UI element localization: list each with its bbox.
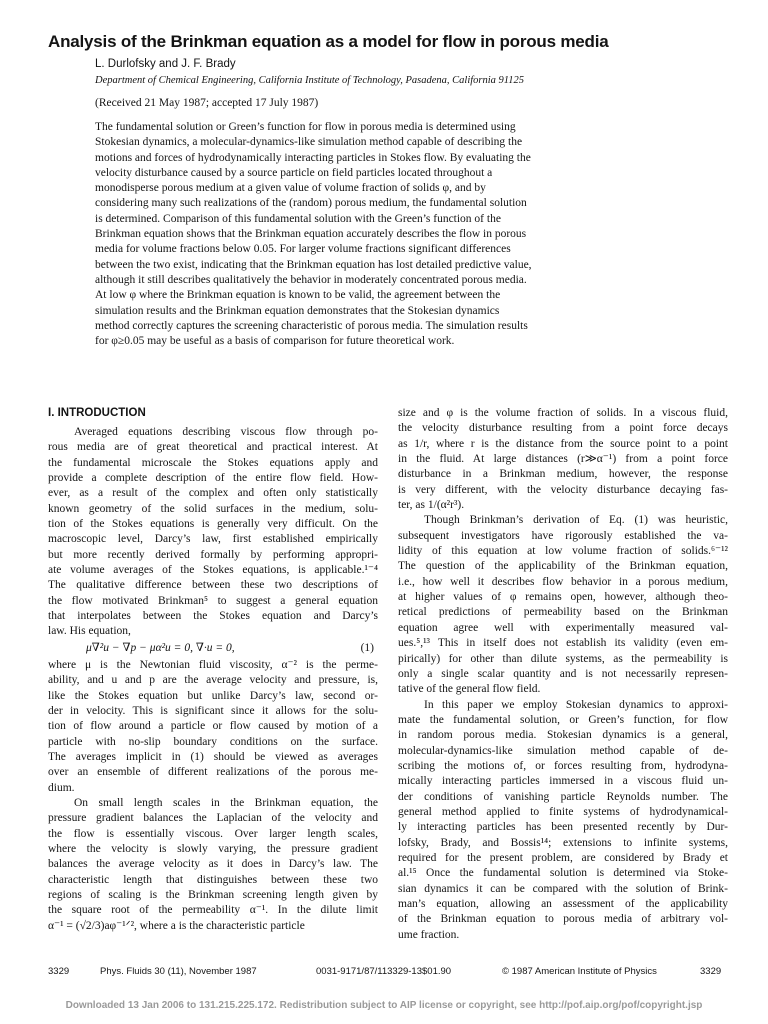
text-line: man’s equation, allowing an assessment of the applicability	[398, 898, 728, 910]
text-line: over an ensemble of different realizations of the porous me-	[48, 766, 378, 779]
text-line: the velocity disturbance resulting from a point force decays	[398, 422, 728, 435]
text-line: but more recently derived formally by performing appropri-	[48, 548, 378, 561]
text-line: motions and forces of hydrodynamically interacting particles in Stokes flow. By evaluating the	[95, 151, 531, 164]
page-footer	[0, 966, 768, 982]
text-line: general method applied to finite systems of hydrodynamical-	[398, 805, 728, 818]
text-line: is determined. Comparison of this fundamental solution with the Green’s function of the	[95, 212, 501, 225]
text-line: ues.⁵,¹³ This in itself does not establish its validity (even em-	[398, 637, 728, 650]
text-line: in random porous media. Stokesian dynamics is a general,	[398, 729, 728, 742]
text-line: media for volume fractions below 0.05. For larger volume fractions significant differences	[95, 243, 511, 256]
text-line: ever, as a result of the complex and often only statistically	[48, 487, 378, 500]
text-line: at higher values of φ remains open, however, although theo-	[398, 591, 728, 604]
text-line: Stokesian dynamics, a molecular-dynamics-like simulation method capable of describing the	[95, 136, 523, 149]
page-number-left: 3329	[48, 966, 70, 977]
paper-title: Analysis of the Brinkman equation as a model for flow in porous media	[48, 32, 609, 51]
text-line: sian dynamics it can be compared with the solution of Brink-	[398, 882, 728, 895]
text-line: method correctly captures the screening characteristic of porous media. The simulation results	[95, 319, 528, 332]
text-line: the fundamental microscale the Stokes equations apply and	[48, 456, 378, 469]
text-line: velocity disturbance caused by a source particle on field particles located throughout a	[95, 166, 493, 179]
affiliation: Department of Chemical Engineering, California Institute of Technology, Pasadena, California 91125	[95, 75, 525, 86]
text-line: of the Brinkman equation to porous media of arbitrary vol-	[398, 913, 728, 926]
text-line: as 1/r, where r is the distance from the source point to a point	[398, 437, 728, 450]
text-line: pirically) for other than dilute systems, as the permeability is	[398, 652, 728, 665]
text-line: disturbance in a Brinkman medium, however, the response	[398, 468, 728, 481]
section-heading: I. INTRODUCTION	[48, 407, 146, 419]
text-line: i.e., how well it describes flow behavior in a porous medium,	[398, 575, 728, 588]
text-line: the flow is essentially viscous. Over larger length scales,	[48, 827, 378, 840]
text-line: der in velocity. This is significant since it allows for the solu-	[48, 704, 378, 717]
text-line: molecular-dynamics-like simulation method capable of de-	[398, 744, 728, 757]
text-line: pressure gradient balances the Laplacian of the velocity and	[48, 812, 378, 825]
text-line: for φ≥0.05 may be useful as a basis of comparison for future theoretical work.	[95, 335, 455, 348]
text-line: that interpolates between the Stokes equation and Darcy’s	[48, 610, 378, 623]
equation-text: μ∇²u − ∇p − μα²u = 0, ∇·u = 0,	[86, 641, 235, 654]
text-line: ume fraction.	[398, 928, 460, 941]
text-line: Brinkman equation shows that the Brinkman equation accurately describes the flow in porous	[95, 228, 527, 241]
authors: L. Durlofsky and J. F. Brady	[95, 58, 236, 70]
text-line: In this paper we employ Stokesian dynamics to approxi-	[424, 698, 728, 711]
text-line: monodisperse porous medium at a given value of volume fraction of solids φ, and by	[95, 182, 486, 195]
text-line: The averages implicit in (1) should be viewed as averages	[48, 750, 378, 763]
text-line: balances the average velocity as it does in Darcy’s law. The	[48, 858, 378, 871]
text-line: provide a complete description of the entire flow field. How-	[48, 472, 378, 485]
text-line: known geometry of the solid surfaces in the medium, solu-	[48, 502, 378, 515]
text-line: der conditions of vanishing particle Reynolds number. The	[398, 790, 728, 803]
text-line: mate the fundamental solution, or Green’s function, for flow	[398, 713, 728, 726]
text-line: ly interacting particles has been presented recently by Dur-	[398, 821, 728, 834]
intro-paragraph-3	[48, 796, 378, 934]
text-line: The fundamental solution or Green’s function for flow in porous media is determined using	[95, 121, 516, 133]
text-line: in the fluid. At large distances (r≫α⁻¹) from a point force	[398, 453, 728, 466]
intro-paragraph-5	[398, 513, 728, 697]
text-line: characteristic length that distinguishes between these two	[48, 873, 378, 886]
intro-paragraph-4	[398, 406, 728, 513]
text-line: At low φ where the Brinkman equation is known to be valid, the agreement between the	[95, 289, 501, 302]
text-line: required for the present problem, are considered by Brady et	[398, 851, 728, 864]
text-line: like the Stokes equation but unlike Darcy’s law, second or-	[48, 689, 378, 702]
text-line: tative of the general flow field.	[398, 683, 541, 696]
text-line: lidity of this equation at low volume fraction of solids.⁶⁻¹²	[398, 545, 728, 558]
intro-paragraph-6	[398, 698, 728, 944]
text-line: Though Brinkman’s derivation of Eq. (1) was heuristic,	[424, 514, 728, 527]
text-line: ate volume averages of the Stokes equations, is applicable.¹⁻⁴	[48, 564, 378, 577]
article-code: 0031-9171/87/113329-13$01.90	[316, 966, 452, 977]
equation-number: (1)	[360, 641, 374, 654]
text-line: macroscopic level, Darcy’s law, first established empirically	[48, 533, 378, 546]
text-line: ability, and u and p are the average velocity and pressure, is,	[48, 674, 378, 687]
text-line: although it still describes qualitatively the behavior in moderately concentrated porous media.	[95, 273, 527, 286]
text-line: The qualitative difference between these two descriptions of	[48, 579, 378, 592]
received-dates: (Received 21 May 1987; accepted 17 July 1987)	[95, 97, 319, 109]
page-number-right: 3329	[700, 966, 722, 977]
abstract	[95, 120, 623, 349]
text-line: considering many such realizations of the (random) porous medium, the fundamental solution	[95, 197, 527, 210]
download-notice: Downloaded 13 Jan 2006 to 131.215.225.172. Redistribution subject to AIP license or copyright, see http://pof.aip.org/pof/copyright.jsp	[65, 1000, 703, 1011]
text-line: the flow motivated Brinkman⁵ to suggest a general equation	[48, 594, 378, 607]
text-line: between the two exist, indicating that the Brinkman equation has lost detailed predictive value,	[95, 258, 532, 271]
text-line: the square root of the permeability α⁻¹. In the dilute limit	[48, 904, 378, 917]
text-line: is very different, with the velocity disturbance decaying fas-	[398, 483, 728, 496]
intro-paragraph-1	[48, 425, 378, 640]
text-line: retical predictions of permeability based on the Brinkman	[398, 606, 728, 619]
text-line: size and φ is the volume fraction of solids. In a viscous fluid,	[398, 407, 728, 419]
text-line: The question of the applicability of the Brinkman equation,	[398, 560, 728, 573]
text-line: only a single scalar quantity and is not necessarily represen-	[398, 667, 728, 680]
text-line: equation agree well with experimentally measured val-	[398, 621, 728, 634]
text-line: scribing the motions of, or forces resulting from, hydrodyna-	[398, 759, 728, 772]
text-line: regions of scaling is the Brinkman screening length given by	[48, 888, 378, 901]
text-line: mically interacting particles immersed in a viscous fluid un-	[398, 775, 728, 788]
text-line: al.¹⁵ Once the fundamental solution is determined via Stoke-	[398, 867, 728, 880]
journal-citation: Phys. Fluids 30 (11), November 1987	[100, 966, 257, 977]
text-line: lofsky, Brady, and Bossis¹⁴; extensions to infinite systems,	[398, 836, 728, 849]
equation-1	[48, 640, 378, 658]
text-line: dium.	[48, 781, 75, 794]
text-line: simulation results and the Brinkman equation demonstrates that the Stokesian dynamics	[95, 304, 500, 317]
copyright-notice: © 1987 American Institute of Physics	[502, 966, 657, 977]
text-line: On small length scales in the Brinkman equation, the	[74, 796, 378, 809]
text-line: ter, as 1/(α²r³).	[398, 499, 465, 512]
text-line: where the velocity is slowly varying, the pressure gradient	[48, 842, 378, 855]
left-column	[48, 406, 378, 934]
text-line: particle with no-slip boundary conditions on the surface.	[48, 735, 378, 748]
text-line: α⁻¹ = (√2/3)aφ⁻¹ᐟ², where a is the characteristic particle	[48, 919, 305, 932]
text-line: subsequent investigators have rigorously established the va-	[398, 529, 728, 542]
text-line: Averaged equations describing viscous flow through po-	[74, 426, 378, 438]
right-column	[398, 406, 728, 943]
text-line: law. His equation,	[48, 625, 131, 638]
text-line: where μ is the Newtonian fluid viscosity, α⁻² is the perme-	[48, 658, 378, 671]
text-line: tion of flow around a particle or flow caused by motion of a	[48, 720, 378, 733]
intro-paragraph-2	[48, 658, 378, 796]
text-line: rous media are of great theoretical and practical interest. At	[48, 441, 378, 454]
text-line: tion of the Stokes equations is generally very difficult. On the	[48, 518, 378, 531]
